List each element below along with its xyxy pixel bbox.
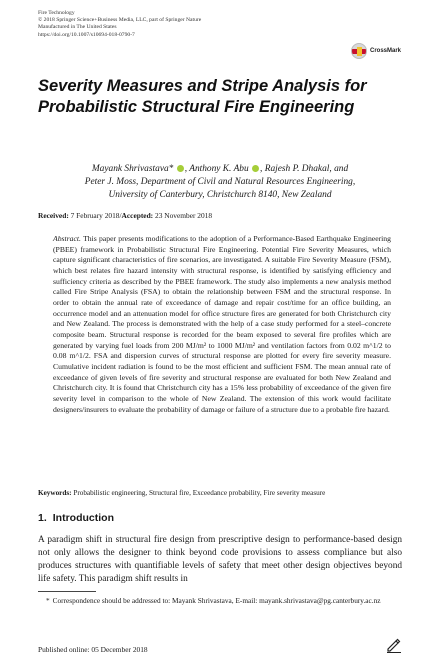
abstract-label: Abstract. xyxy=(53,234,81,243)
crossmark-badge[interactable] xyxy=(351,41,411,61)
section-title: Introduction xyxy=(52,512,115,524)
orcid-icon[interactable] xyxy=(177,165,184,172)
published-online: Published online: 05 December 2018 xyxy=(38,645,148,654)
author-3: , Rajesh P. Dhakal, and xyxy=(260,164,349,174)
edit-icon[interactable] xyxy=(385,636,403,654)
received-label: Received: xyxy=(38,211,69,220)
section-heading-introduction xyxy=(38,512,114,524)
paper-title: Severity Measures and Stripe Analysis for Probabilistic Structural Fire Engineering xyxy=(38,77,367,116)
doi-link[interactable]: https://doi.org/10.1007/s10694-018-0790-7 xyxy=(38,31,135,38)
affiliation-line-2: University of Canterbury, Christchurch 8140, New Zealand xyxy=(108,190,332,200)
introduction-paragraph: A paradigm shift in structural fire design from prescriptive design to performance-based design not only allows the designer to think beyond code provisions to assess compliance but also produces structures with quantifiable levels of safety that meet other design objectives beyond life safety. This paradigm shift results in xyxy=(38,535,402,584)
author-2: , Anthony K. Abu xyxy=(184,164,249,174)
journal-header xyxy=(38,10,201,39)
footnote xyxy=(38,596,402,606)
abstract xyxy=(53,234,391,415)
footnote-text: Correspondence should be addressed to: Mayank Shrivastava, E-mail: mayank.shrivastava@pg.canterbury.ac.nz xyxy=(52,596,381,605)
journal-name: Fire Technology xyxy=(38,10,75,16)
received-accepted-dates xyxy=(38,211,212,220)
orcid-icon[interactable] xyxy=(252,165,259,172)
keywords xyxy=(38,489,408,497)
affiliation-line-1: Peter J. Moss, Department of Civil and Natural Resources Engineering, xyxy=(84,177,356,187)
author-1: Mayank Shrivastava* xyxy=(91,164,174,174)
abstract-body: This paper presents modifications to the adoption of a Performance-Based Earthquake Engineering (PBEE) framework in Probabilistic Structural Fire Engineering. Potential Fire Severity Measures, which capture significant characteristics of fire scenarios, are investigated. A suitable Fire Severity Measure (FSM), which best relates fire hazard intensity with structural response, is identified by satisfying efficiency and sufficiency criteria as described by the PBEE framework. The study also implements a new analysis method called Fire Stripe Analysis (FSA) to obtain the relationship between FSM and the structural response. In order to obtain the annual rate of exceedance of damage and repair cost/time for an office building, an occurrence model and an attenuation model for office structure fires are generated for both Christchurch city and New Zealand. The process is demonstrated with the help of a case study performed for a steel–concrete composite beam. Structural response is recorded for the beam exposed to several fire profiles which are generated by varying fuel loads from 200 MJ/m² to 1000 MJ/m² and ventilation factors from 0.02 m^1/2 to 0.08 m^1/2. FSA and dispersion curves of structural response are plotted for every fire severity measure. Cumulative incident radiation is found to be the most efficient and sufficient FSM. The mean annual rate of exceedance of given levels of fire severity and structural response are evaluated for both New Zealand and Christchurch city. It is found that Christchurch city has a 15% less probability of exceedance of the given fire severity level in comparison to the whole of New Zealand. The extension of this work would facilitate designers/insurers to evaluate the probability of damage or failure of a structure due to a probable fire hazard. xyxy=(53,234,391,414)
accepted-date: 23 November 2018 xyxy=(153,211,213,220)
keywords-label: Keywords: xyxy=(38,489,72,497)
footnote-mark: * xyxy=(46,596,50,605)
keywords-text: Probabilistic engineering, Structural fire, Exceedance probability, Fire severity measure xyxy=(71,489,326,497)
received-date: 7 February 2018/ xyxy=(68,211,122,220)
crossmark-icon xyxy=(351,43,367,59)
crossmark-label: CrossMark xyxy=(370,48,402,54)
section-number: 1. xyxy=(38,512,47,524)
author-block xyxy=(38,163,402,202)
footnote-divider xyxy=(38,591,96,592)
copyright-line: © 2018 Springer Science+Business Media, LLC, part of Springer Nature xyxy=(38,17,202,24)
manufactured-line: Manufactured in The United States xyxy=(38,24,117,31)
accepted-label: Accepted: xyxy=(121,211,154,220)
